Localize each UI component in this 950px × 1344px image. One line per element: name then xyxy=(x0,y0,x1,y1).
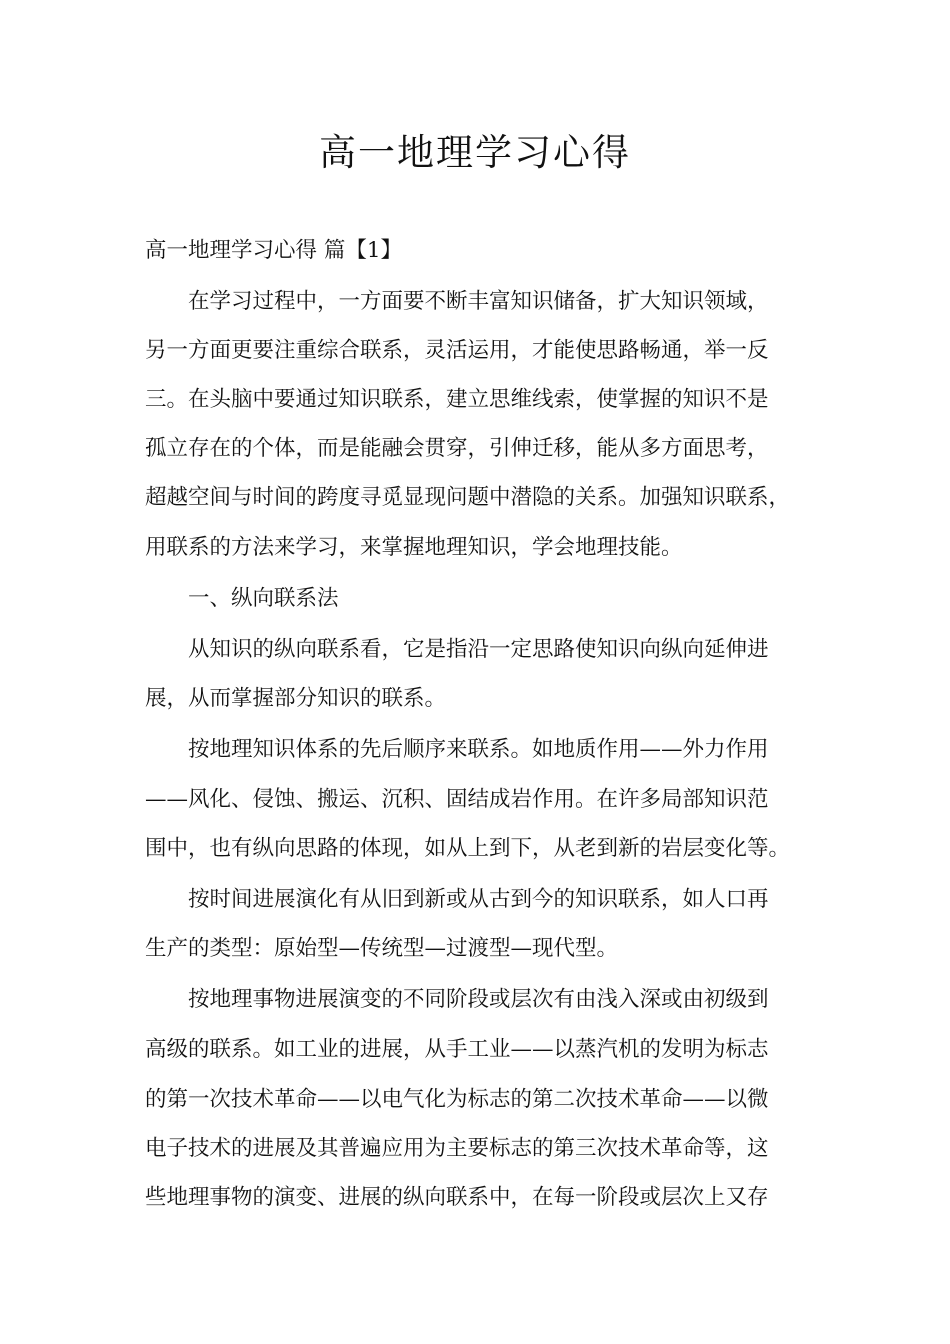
paragraph-line: 在学习过程中，一方面要不断丰富知识储备，扩大知识领域， xyxy=(188,289,769,314)
paragraph-line: 电子技术的进展及其普遍应用为主要标志的第三次技术革命等，这 xyxy=(145,1136,769,1161)
paragraph-line: 从知识的纵向联系看，它是指沿一定思路使知识向纵向延伸进 xyxy=(188,637,769,662)
paragraph-line: 展，从而掌握部分知识的联系。 xyxy=(145,686,447,711)
paragraph-line: 另一方面更要注重综合联系，灵活运用，才能使思路畅通，举一反 xyxy=(145,338,769,363)
paragraph-line: 按时间进展演化有从旧到新或从古到今的知识联系，如人口再 xyxy=(188,887,769,912)
paragraph-line: 孤立存在的个体，而是能融会贯穿，引伸迁移，能从多方面思考， xyxy=(145,436,769,461)
section-heading: 高一地理学习心得 篇【1】 xyxy=(145,238,403,263)
paragraph-line: 高级的联系。如工业的进展，从手工业——以蒸汽机的发明为标志 xyxy=(145,1037,769,1062)
paragraph-line: 生产的类型：原始型—传统型—过渡型—现代型。 xyxy=(145,936,619,961)
paragraph-line: 按地理事物进展演变的不同阶段或层次有由浅入深或由初级到 xyxy=(188,987,769,1012)
subsection-heading: 一、纵向联系法 xyxy=(188,586,339,611)
paragraph-line: ——风化、侵蚀、搬运、沉积、固结成岩作用。在许多局部知识范 xyxy=(145,787,769,812)
paragraph-line: 三。在头脑中要通过知识联系，建立思维线索，使掌握的知识不是 xyxy=(145,387,769,412)
paragraph-line: 按地理知识体系的先后顺序来联系。如地质作用——外力作用 xyxy=(188,737,769,762)
paragraph-line: 围中，也有纵向思路的体现，如从上到下，从老到新的岩层变化等。 xyxy=(145,836,791,861)
document-title: 高一地理学习心得 xyxy=(319,131,631,174)
paragraph-line: 超越空间与时间的跨度寻觅显现问题中潜隐的关系。加强知识联系， xyxy=(145,485,791,510)
paragraph-line: 的第一次技术革命——以电气化为标志的第二次技术革命——以微 xyxy=(145,1087,769,1112)
paragraph-line: 用联系的方法来学习，来掌握地理知识，学会地理技能。 xyxy=(145,535,683,560)
paragraph-line: 些地理事物的演变、进展的纵向联系中，在每一阶段或层次上又存 xyxy=(145,1185,769,1210)
